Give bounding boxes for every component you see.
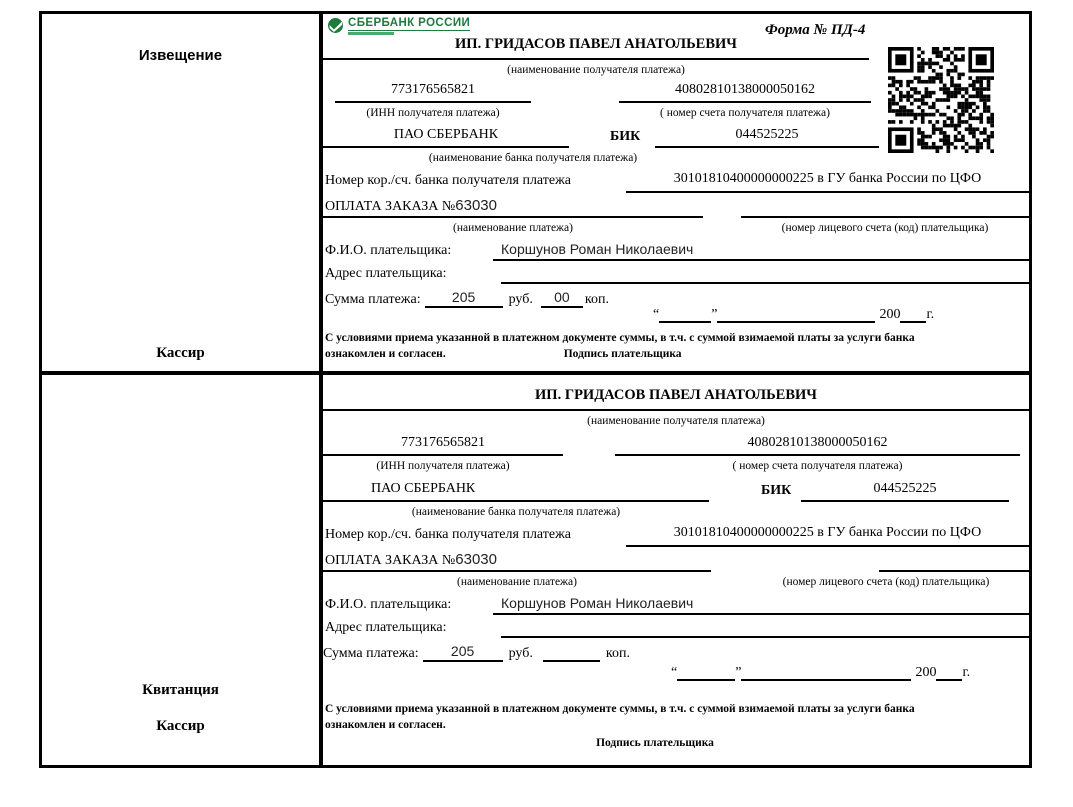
account-value: 40802810138000050162 [619,82,871,103]
date-month-line [741,665,911,681]
order-number: 63030 [455,551,497,568]
fio-value: Коршунов Роман Николаевич [493,241,1029,261]
recipient-name: ИП. ГРИДАСОВ ПАВЕЛ АНАТОЛЬЕВИЧ [323,387,1029,411]
bik-value: 044525225 [801,481,1009,502]
payment-purpose [323,197,703,218]
payment-form [39,11,1032,768]
qr-code [888,47,994,158]
close-quote: ” [735,665,742,680]
date-row [671,665,970,681]
sum-label: Сумма платежа: [323,646,419,661]
caption-payment-name: (наименование платежа) [453,222,573,234]
caption-inn: (ИНН получателя платежа) [366,107,500,119]
form-number-label: Форма № ПД-4 [765,22,866,38]
caption-recipient: (наименование получателя платежа) [507,64,685,76]
cashier-label: Кассир [156,718,205,734]
year-suffix: г. [962,665,971,680]
sum-row [325,289,609,308]
date-month-line [717,307,875,323]
korr-value: 30101810400000000225 в ГУ банка России по ЦФО [626,171,1029,193]
caption-bank: (наименование банка получателя платежа) [428,152,638,164]
date-day-line [677,665,735,681]
notice-stub [42,14,319,371]
payment-purpose-prefix: ОПЛАТА ЗАКАЗА № [325,553,456,568]
fio-value: Коршунов Роман Николаевич [493,595,1029,615]
logo-microtext-bar [348,32,394,35]
address-label: Адрес плательщика: [325,620,447,635]
kop-label: коп. [584,292,609,307]
date-day-line [659,307,711,323]
recipient-name: ИП. ГРИДАСОВ ПАВЕЛ АНАТОЛЬЕВИЧ [323,36,869,60]
year-prefix: 200 [915,665,937,680]
date-row [653,307,934,323]
personal-account-line [879,551,1029,572]
terms-line2: ознакомлен и согласен. [325,719,446,732]
address-line [501,266,1029,284]
open-quote: “ [671,665,678,680]
fio-label: Ф.И.О. плательщика: [325,597,452,612]
address-line [501,620,1029,638]
sum-rub-value: 205 [423,643,503,662]
terms-line2-row [325,346,989,362]
sum-kop-empty-line [543,643,600,662]
caption-recipient: (наименование получателя платежа) [587,415,765,427]
fio-label: Ф.И.О. плательщика: [325,243,452,258]
payment-purpose-prefix: ОПЛАТА ЗАКАЗА № [325,199,456,214]
korr-label: Номер кор./сч. банка получателя платежа [325,173,571,188]
terms-block [325,330,989,362]
cashier-label: Кассир [156,345,205,361]
open-quote: “ [653,307,660,322]
signature-label: Подпись плательщика [596,737,714,749]
personal-account-line [741,197,1029,218]
sum-row [323,643,630,662]
caption-inn: (ИНН получателя платежа) [376,460,510,472]
korr-label: Номер кор./сч. банка получателя платежа [325,527,571,542]
terms-block [325,701,989,733]
kop-label: коп. [605,646,630,661]
sberbank-logo-text: СБЕРБАНК РОССИИ [348,17,471,29]
terms-line1: С условиями приема указанной в платежном документе суммы, в т.ч. с суммой взимаемой платы за услуги банка [325,332,915,344]
inn-value: 773176565821 [335,82,531,103]
receipt-stub [42,375,319,765]
payment-purpose [323,551,711,572]
year-line [900,307,926,323]
sberbank-emblem-icon [327,17,344,34]
terms-line1: С условиями приема указанной в платежном документе суммы, в т.ч. с суммой взимаемой платы за услуги банка [325,703,915,715]
section-label: Извещение [138,47,223,64]
caption-personal-account: (номер лицевого счета (код) плательщика) [782,576,990,588]
caption-payment-name: (наименование платежа) [457,576,577,588]
sum-kop-value: 00 [541,289,583,308]
caption-account: ( номер счета получателя платежа) [732,460,903,472]
bik-label: БИК [610,129,641,144]
rub-label: руб. [508,646,533,661]
bik-label: БИК [761,483,792,498]
caption-personal-account: (номер лицевого счета (код) плательщика) [781,222,989,234]
section-label: Квитанция [142,682,219,698]
year-suffix: г. [926,307,935,322]
year-prefix: 200 [879,307,901,322]
korr-value: 30101810400000000225 в ГУ банка России по ЦФО [626,525,1029,547]
notice-main [323,14,1029,371]
rub-label: руб. [508,292,533,307]
bank-name-value: ПАО СБЕРБАНК [323,127,569,148]
address-label: Адрес плательщика: [325,266,447,281]
bank-name-value: ПАО СБЕРБАНК [323,481,709,502]
sum-label: Сумма платежа: [325,292,421,307]
order-number: 63030 [455,197,497,214]
inn-value: 773176565821 [323,435,563,456]
signature-label: Подпись плательщика [563,348,682,361]
close-quote: ” [711,307,718,322]
sum-rub-value: 205 [425,289,503,308]
account-value: 40802810138000050162 [615,435,1020,456]
bik-value: 044525225 [655,127,879,148]
sberbank-logo [327,17,470,35]
caption-bank: (наименование банка получателя платежа) [411,506,621,518]
receipt-main [323,375,1029,765]
terms-line2: ознакомлен и согласен. [325,348,446,361]
year-line [936,665,962,681]
caption-account: ( номер счета получателя платежа) [660,107,830,119]
